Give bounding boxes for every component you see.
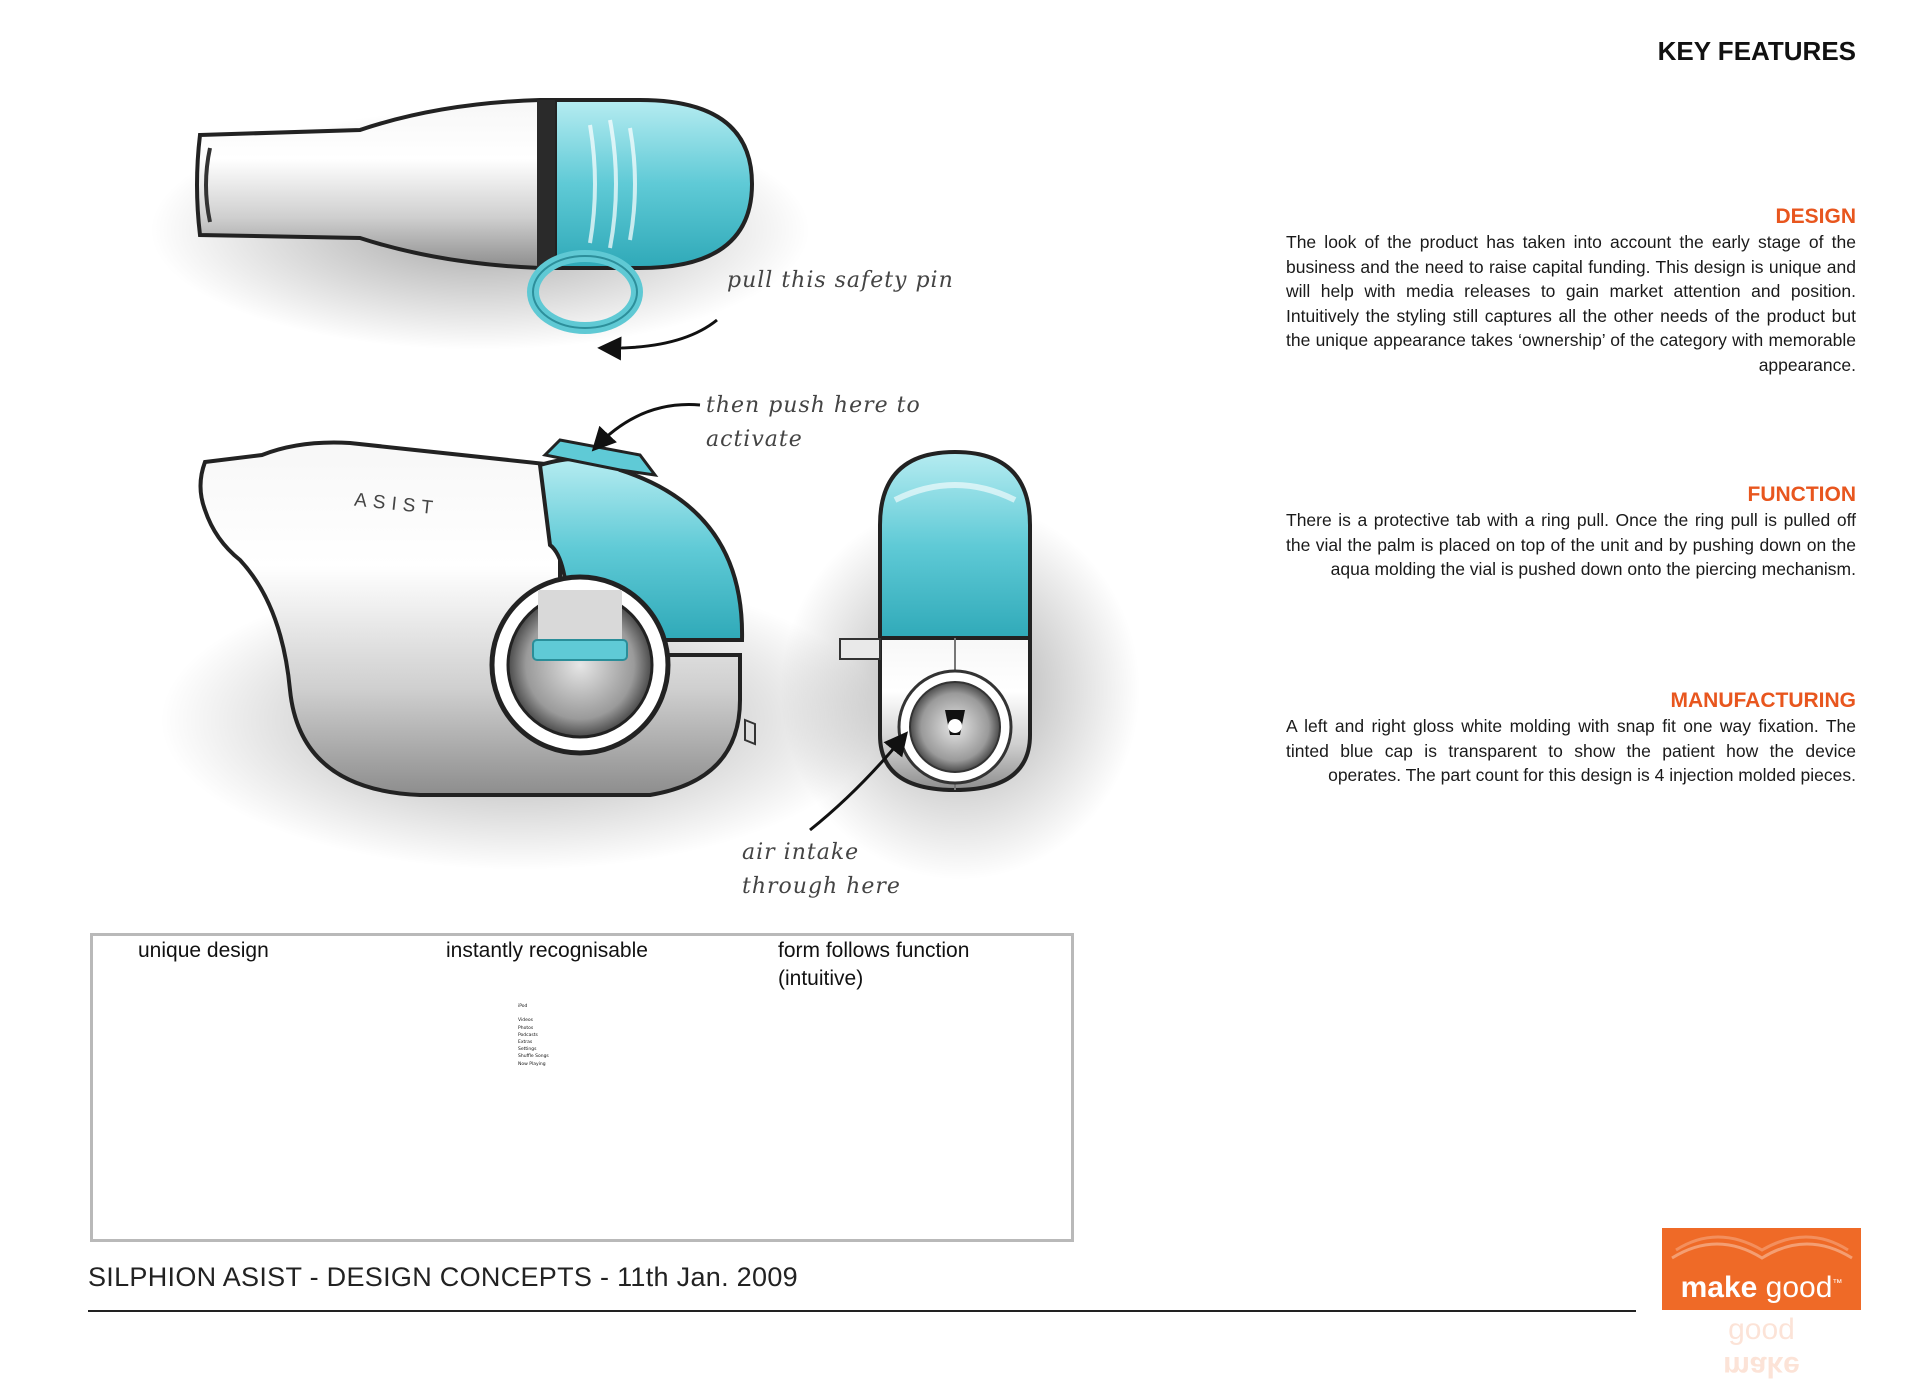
logo-reflection-make: make bbox=[1723, 1350, 1800, 1383]
caption-instantly-recognisable: instantly recognisable bbox=[446, 939, 648, 962]
feature-function bbox=[1286, 482, 1856, 582]
ipod-menu-item: Videos bbox=[518, 1018, 533, 1024]
feature-body: The look of the product has taken into account the early stage of the business and the need to raise capital funding. This design is unique and will help with media releases to gain market attention and position. Intuitively the styling still captures all the other needs of the product but the unique appearance takes ‘ownership’ of the category with memorable appearance. bbox=[1286, 232, 1856, 375]
ipod-menu-item: Podcasts bbox=[518, 1032, 538, 1038]
caption-unique-design: unique design bbox=[138, 939, 269, 962]
feature-heading: MANUFACTURING bbox=[1670, 689, 1856, 712]
footer-rule bbox=[88, 1310, 1636, 1312]
product-brand-mark: ASIST bbox=[353, 489, 440, 520]
logo-trademark: ™ bbox=[1832, 1278, 1843, 1289]
feature-heading: DESIGN bbox=[1775, 205, 1856, 228]
ipod-menu-item: Now Playing bbox=[518, 1061, 546, 1067]
air-intake-annotation-line1: air intake bbox=[742, 840, 860, 865]
feature-design bbox=[1286, 204, 1856, 377]
push-arrow bbox=[595, 405, 700, 448]
logo-word-good: good bbox=[1765, 1271, 1833, 1304]
logo-reflection bbox=[1662, 1312, 1861, 1383]
caption-form-follows-function: form follows function (intuitive) bbox=[778, 939, 970, 990]
ipod-menu-item: Extras bbox=[518, 1040, 533, 1046]
logo-wordmark bbox=[1662, 1266, 1861, 1306]
safety-pin-annotation: pull this safety pin bbox=[727, 268, 954, 293]
push-annotation-line2: activate bbox=[706, 427, 803, 452]
device-top-view bbox=[150, 100, 810, 350]
logo-word-make: make bbox=[1680, 1271, 1758, 1304]
feature-body: There is a protective tab with a ring pull. Once the ring pull is pulled off the vial the palm is placed on top of the unit and by pushing down on the aqua molding the vial is pushed down onto the piercing mechanism. bbox=[1286, 510, 1856, 579]
feature-heading: FUNCTION bbox=[1747, 483, 1856, 506]
air-intake-annotation-line2: through here bbox=[742, 874, 901, 899]
push-annotation-line1: then push here to bbox=[706, 393, 921, 418]
ipod-menu-item: Photos bbox=[518, 1025, 534, 1031]
logo-reflection-good: good bbox=[1728, 1313, 1795, 1346]
ipod-menu-item: Settings bbox=[518, 1047, 537, 1053]
ipod-menu-item: iPod bbox=[518, 1004, 528, 1009]
ipod-menu-item: Shuffle Songs bbox=[518, 1054, 549, 1060]
device-front-view bbox=[780, 445, 1140, 880]
footer-title: SILPHION ASIST - DESIGN CONCEPTS - 11th Jan. 2009 bbox=[88, 1262, 798, 1292]
page-title: KEY FEATURES bbox=[1657, 36, 1856, 66]
feature-body: A left and right gloss white molding with snap fit one way fixation. The tinted blue cap is transparent to show the patient how the device operates. The part count for this design is 4 injection molded pieces. bbox=[1286, 716, 1856, 785]
ipod-menu bbox=[518, 1003, 566, 1068]
ipod-menu-item: Music bbox=[518, 1011, 531, 1017]
feature-manufacturing bbox=[1286, 688, 1856, 788]
device-side-view bbox=[160, 440, 880, 870]
